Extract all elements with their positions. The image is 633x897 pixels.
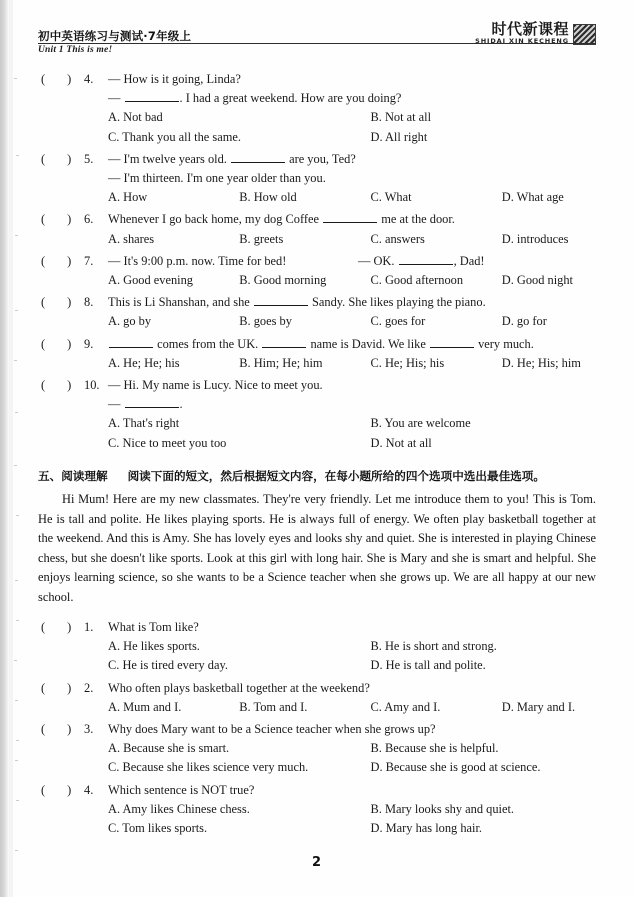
answer-bracket[interactable]: [41, 335, 83, 354]
answer-blank: [231, 150, 285, 163]
question-stem: comes from the UK. name is David. We like very much.: [108, 335, 633, 354]
bracket-right: ): [67, 253, 72, 268]
option-choice[interactable]: C. Tom likes sports.: [108, 821, 208, 836]
bracket-left: (: [41, 782, 46, 797]
option-choice[interactable]: B. Not at all: [370, 110, 432, 125]
question-line: — . I had a great weekend. How are you doing?: [108, 91, 402, 106]
option-choice[interactable]: A. That's right: [108, 416, 180, 431]
option-row: [108, 637, 633, 656]
bracket-left: (: [41, 378, 46, 393]
option-choice[interactable]: A. shares: [108, 231, 155, 246]
answer-blank: [323, 210, 377, 223]
question-number: 8.: [84, 295, 94, 310]
option-choice[interactable]: B. Mary looks shy and quiet.: [370, 801, 515, 816]
bracket-left: (: [41, 722, 46, 737]
bracket-right: ): [67, 72, 72, 86]
option-row: [108, 354, 633, 373]
option-choice[interactable]: D. Good night: [501, 273, 573, 288]
option-choice[interactable]: A. Not bad: [108, 110, 163, 125]
answer-blank: [254, 293, 308, 306]
option-choice[interactable]: C. He; His; his: [370, 355, 445, 370]
page-header: [38, 22, 596, 44]
option-choice[interactable]: B. goes by: [239, 314, 292, 329]
question-number: 2.: [84, 680, 94, 695]
logo-pinyin-text: SHIDAI XIN KECHENG: [475, 37, 569, 45]
option-choice[interactable]: C. goes for: [370, 314, 426, 329]
bracket-left: (: [41, 72, 46, 86]
question-line: — Hi. My name is Lucy. Nice to meet you.: [108, 378, 323, 393]
question-number: 10.: [84, 378, 100, 393]
option-choice[interactable]: A. He likes sports.: [108, 639, 200, 654]
option-choice[interactable]: C. Good afternoon: [370, 273, 464, 288]
option-choice[interactable]: A. Mum and I.: [108, 699, 182, 714]
bracket-left: (: [41, 620, 46, 634]
answer-blank: [430, 335, 474, 348]
bracket-right: ): [67, 212, 72, 227]
answer-bracket[interactable]: [41, 150, 83, 169]
bracket-right: ): [67, 295, 72, 310]
option-choice[interactable]: A. Because she is smart.: [108, 741, 230, 756]
reading-passage: Hi Mum! Here are my new classmates. They're very friendly. Let me introduce them to you! This is Tom. He is tall and polite. He likes playing sports. He is always full of energy. We often play basketball together at the weekend. And this is Amy. She has lovely eyes and looks shy and quiet. She is interested in playing Chinese chess, but she doesn't like sports. Look at this girl with long hair. She is Mary and she is smart and helpful. She enjoys learning science, so she wants to be a Science teacher when she grows up. We are all happy at our new school.: [38, 492, 596, 604]
bracket-right: ): [67, 782, 72, 797]
option-row: [108, 271, 633, 290]
question-item: [0, 150, 633, 208]
question-item: [0, 210, 633, 248]
option-choice[interactable]: D. He; His; him: [501, 355, 581, 370]
option-choice[interactable]: B. Good morning: [239, 273, 327, 288]
option-choice[interactable]: D. Not at all: [370, 435, 432, 450]
option-choice[interactable]: A. He; He; his: [108, 355, 180, 370]
answer-bracket[interactable]: [41, 376, 83, 395]
question-item: [0, 70, 633, 147]
answer-bracket[interactable]: [41, 679, 83, 698]
option-row: [108, 312, 633, 331]
option-choice[interactable]: A. go by: [108, 314, 152, 329]
answer-bracket[interactable]: [41, 293, 83, 312]
option-choice[interactable]: D. What age: [501, 190, 564, 205]
option-choice[interactable]: D. Mary has long hair.: [370, 821, 482, 836]
bracket-right: ): [67, 378, 72, 393]
question-stem: Whenever I go back home, my dog Coffee me at the door.: [108, 212, 455, 227]
question-item: [0, 293, 633, 331]
question-stem: Why does Mary want to be a Science teacher when she grows up?: [108, 722, 436, 737]
unit-subtitle: Unit 1 This is me!: [38, 45, 113, 55]
section-heading: [38, 468, 598, 484]
bracket-left: (: [41, 680, 46, 695]
option-choice[interactable]: B. You are welcome: [370, 416, 471, 431]
reading-question-list: [0, 618, 633, 841]
option-row: [108, 128, 633, 147]
answer-blank: [125, 395, 179, 408]
question-item: [0, 618, 633, 676]
answer-blank: [125, 89, 179, 102]
page-number: 2: [311, 855, 322, 870]
bracket-right: ): [67, 336, 72, 351]
bracket-left: (: [41, 253, 46, 268]
bracket-left: (: [41, 336, 46, 351]
bracket-right: ): [67, 620, 72, 634]
question-stem: Which sentence is NOT true?: [108, 782, 255, 797]
header-divider: [38, 43, 596, 44]
option-choice[interactable]: A. Good evening: [108, 273, 193, 288]
option-row: [108, 656, 633, 675]
option-choice[interactable]: C. answers: [370, 231, 425, 246]
option-choice[interactable]: D. go for: [501, 314, 547, 329]
option-group: [108, 698, 633, 717]
option-row: [108, 800, 633, 819]
option-group: [108, 414, 633, 452]
option-choice[interactable]: A. Amy likes Chinese chess.: [108, 801, 250, 816]
option-group: [108, 800, 633, 838]
option-group: [108, 739, 633, 777]
bracket-left: (: [41, 212, 46, 227]
option-group: [108, 637, 633, 675]
bracket-right: ): [67, 722, 72, 737]
option-group: [108, 312, 633, 331]
question-stem: Who often plays basketball together at the weekend?: [108, 680, 370, 695]
dialog-left: — It's 9:00 p.m. now. Time for bed!: [108, 253, 287, 268]
answer-bracket[interactable]: [41, 252, 83, 271]
question-item: [0, 335, 633, 373]
question-number: 4.: [84, 782, 94, 797]
section-instructions: 阅读下面的短文，然后根据短文内容，在每小题所给的四个选项中选出最佳选项。: [127, 469, 545, 483]
answer-bracket[interactable]: [41, 781, 83, 800]
option-row: [108, 819, 633, 838]
question-number: 1.: [84, 620, 94, 634]
question-item: [0, 252, 633, 290]
option-row: [108, 739, 633, 758]
option-row: [108, 188, 633, 207]
option-row: [108, 414, 633, 433]
option-choice[interactable]: B. Him; He; him: [239, 355, 323, 370]
bracket-right: ): [67, 151, 72, 166]
option-row: [108, 434, 633, 453]
option-group: [108, 271, 633, 290]
option-group: [108, 230, 633, 249]
option-group: [108, 188, 633, 207]
option-choice[interactable]: D. Mary and I.: [501, 699, 576, 714]
question-item: [0, 376, 633, 453]
option-choice[interactable]: C. What: [370, 190, 412, 205]
question-line: — I'm thirteen. I'm one year older than you.: [108, 171, 326, 186]
answer-bracket[interactable]: [41, 70, 83, 89]
option-row: [108, 758, 633, 777]
question-dialog: [108, 252, 633, 271]
option-row: [108, 108, 633, 127]
question-line: — How is it going, Linda?: [108, 72, 241, 86]
option-group: [108, 354, 633, 373]
option-choice[interactable]: A. How: [108, 190, 148, 205]
option-choice[interactable]: C. Thank you all the same.: [108, 129, 241, 144]
logo-chinese-text: 时代新课程: [491, 20, 569, 38]
book-title: 初中英语练习与测试·7年级上: [38, 28, 192, 43]
option-choice[interactable]: B. How old: [239, 190, 297, 205]
option-choice[interactable]: B. Tom and I.: [239, 699, 308, 714]
dialog-right: — OK. , Dad!: [358, 253, 485, 268]
option-choice[interactable]: D. He is tall and polite.: [370, 658, 486, 673]
publisher-logo: [475, 22, 596, 45]
question-stem: This is Li Shanshan, and she Sandy. She likes playing the piano.: [108, 295, 486, 310]
question-number: 9.: [84, 336, 94, 351]
question-number: 6.: [84, 212, 94, 227]
answer-blank: [262, 335, 306, 348]
question-item: [0, 781, 633, 839]
section-title: 五、阅读理解: [38, 469, 108, 483]
option-choice[interactable]: C. Amy and I.: [370, 699, 441, 714]
question-number: 4.: [84, 72, 94, 86]
question-item: [0, 679, 633, 717]
bracket-left: (: [41, 295, 46, 310]
option-choice[interactable]: D. All right: [370, 129, 428, 144]
option-choice[interactable]: B. He is short and strong.: [370, 639, 497, 654]
option-choice[interactable]: C. Because she likes science very much.: [108, 760, 309, 775]
answer-bracket[interactable]: [41, 618, 83, 637]
question-line: — .: [108, 397, 183, 412]
question-item: [0, 720, 633, 778]
question-stem: — I'm twelve years old. are you, Ted?: [108, 151, 356, 166]
section-five: [38, 468, 598, 484]
option-row: [108, 230, 633, 249]
answer-bracket[interactable]: [41, 720, 83, 739]
question-number: 7.: [84, 253, 94, 268]
option-choice[interactable]: D. Because she is good at science.: [370, 760, 541, 775]
bracket-left: (: [41, 151, 46, 166]
option-group: [108, 108, 633, 146]
option-choice[interactable]: B. greets: [239, 231, 284, 246]
answer-bracket[interactable]: [41, 210, 83, 229]
logo-emblem-icon: [573, 24, 596, 45]
question-stem: What is Tom like?: [108, 620, 199, 634]
option-row: [108, 698, 633, 717]
option-choice[interactable]: C. Nice to meet you too: [108, 435, 227, 450]
question-number: 3.: [84, 722, 94, 737]
option-choice[interactable]: D. introduces: [501, 231, 569, 246]
bracket-right: ): [67, 680, 72, 695]
option-choice[interactable]: B. Because she is helpful.: [370, 741, 499, 756]
answer-blank: [109, 335, 153, 348]
question-number: 5.: [84, 151, 94, 166]
answer-blank: [399, 252, 453, 265]
option-choice[interactable]: C. He is tired every day.: [108, 658, 228, 673]
multiple-choice-list: [0, 70, 633, 456]
